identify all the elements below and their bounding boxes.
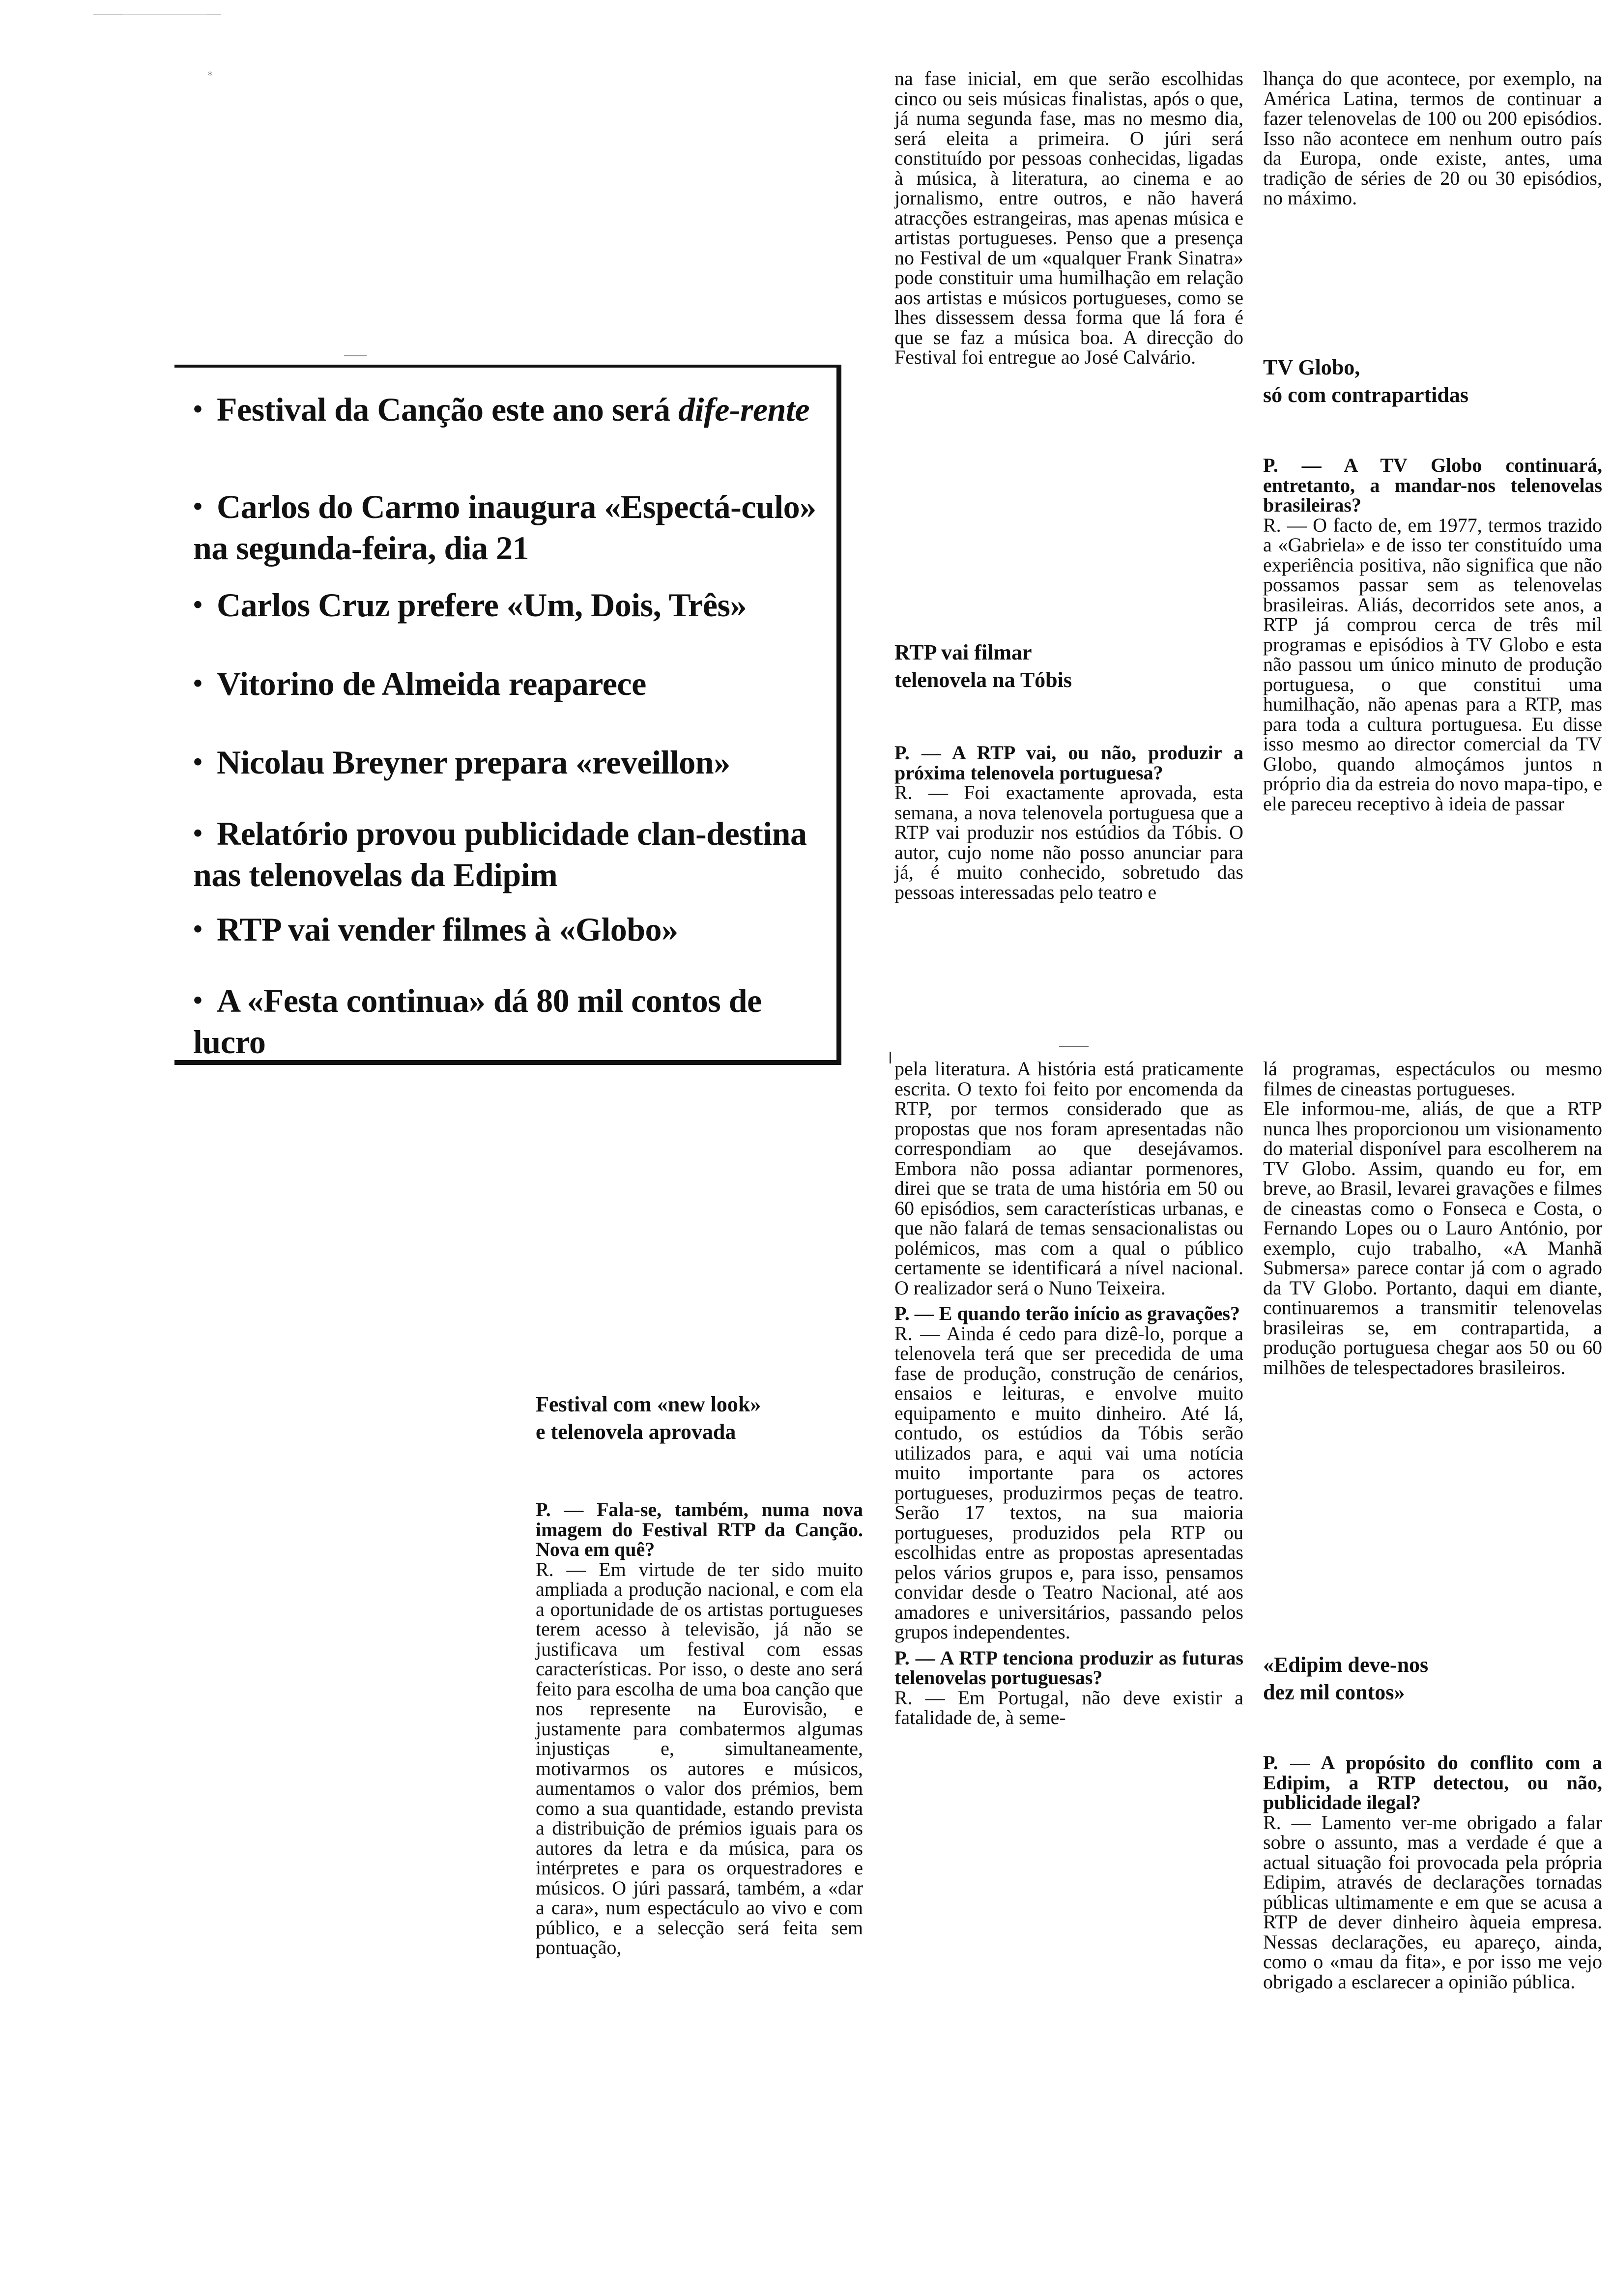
headline-item: • Festival da Canção este ano será dife-rente <box>193 388 817 430</box>
bullet-icon: • <box>193 985 202 1015</box>
headline-item: • Nicolau Breyner prepara «reveillon» <box>193 741 817 783</box>
answer: R. — O facto de, em 1977, termos trazido a «Gabriela» e de isso ter constituído uma experiência positiva, não significa que não possamos passar sem as telenovelas brasileiras. Aliás, decorridos sete anos, a RTP já comprou cerca de três mil programas e episódios à TV Globo e esta não passou um único minuto de produção portuguesa, o que constitui uma humilhação, não apenas para a RTP, mas para toda a cultura portuguesa. Eu disse isso mesmo ao director comercial da TV Globo, quando almoçámos juntos n próprio dia da estreia do novo mapa-tipo, e ele pareceu receptivo à ideia de passar <box>1263 514 1602 815</box>
question: P. — A propósito do conflito com a Edipim, a RTP detectou, ou não, publicidade ilegal? <box>1263 1751 1602 1813</box>
headline-item: • RTP vai vender filmes à «Globo» <box>193 908 817 950</box>
bullet-icon: • <box>193 914 202 944</box>
headline-item: • Carlos do Carmo inaugura «Espectá-culo» na segunda-feira, dia 21 <box>193 486 817 569</box>
column-edipim <box>1263 1747 1602 1992</box>
answer-continued: na fase inicial, em que serão escolhidas cinco ou seis músicas finalistas, após o que, já numa segunda fase, mas no mesmo dia, será eleita a primeira. O júri será constituído por pessoas conhecidas, ligadas à música, à literatura, ao cinema e ao jornalismo, entre outros, e não haverá atracções estrangeiras, mas apenas música e artistas portugueses. Penso que a presença no Festival de um «qualquer Frank Sinatra» pode constituir uma humilhação em relação aos artistas e músicos portugueses, como se lhes dissessem dessa forma que lá fora é que se faz a música boa. A direcção do Festival foi entregue ao José Calvário. <box>894 67 1243 368</box>
answer-continued: pela literatura. A história está praticamente escrita. O texto foi feito por encomenda da RTP, por termos considerado que as propostas que nos foram apresentadas não correspondiam ao que desejávamos. Embora não possa adiantar pormenores, direi que se trata de uma história em 50 ou 60 episódios, sem características urbanas, e que não falará de temas sensacionalistas ou polémicos, mas com a qual o público certamente se identificará a nível nacional. O realizador será o Nuno Teixeira. <box>894 1058 1243 1299</box>
scan-speck: * <box>207 69 213 81</box>
section-heading-edipim: «Edipim deve-nos dez mil contos» <box>1263 1653 1429 1704</box>
bullet-icon: • <box>193 818 202 848</box>
section-heading-festival: Festival com «new look» e telenovela aprovada <box>536 1392 761 1444</box>
headline-item: • A «Festa continua» dá 80 mil contos de lucro <box>193 979 817 1062</box>
answer: R. — Em virtude de ter sido muito ampliada a produção nacional, e com ela a oportunidade de os artistas portugueses terem acesso à televisão, já não se justificava um festival com essas características. Por isso, o deste ano será feito para escolha de uma boa canção que nos represente na Eurovisão, e justamente para combatermos algumas injustiças e, simultaneamente, motivarmos os autores e músicos, aumentamos o valor dos prémios, bem como a sua quantidade, estando prevista a distribuição de prémios iguais para os autores da letra e da música, para os intérpretes e para os orquestradores e músicos. O júri passará, também, a «dar a cara», num espectáculo ao vivo e com público, e a selecção será feita sem pontuação, <box>536 1558 863 1958</box>
bullet-icon: • <box>193 590 202 619</box>
bullet-icon: • <box>193 394 202 424</box>
bullet-icon: • <box>193 491 202 521</box>
question: P. — E quando terão início as gravações? <box>894 1302 1240 1324</box>
column-globo-bottom <box>1263 1059 1602 1378</box>
question: P. — Fala-se, também, numa nova imagem do Festival RTP da Canção. Nova em quê? <box>536 1498 863 1560</box>
bullet-icon: • <box>193 668 202 698</box>
answer-continued: lá programas, espectáculos ou mesmo filmes de cineastas portugueses. <box>1263 1058 1602 1100</box>
scan-artifact-line <box>123 14 206 15</box>
column-globo-top <box>1263 450 1602 814</box>
answer: R. — Em Portugal, não deve existir a fatalidade de, à seme- <box>894 1686 1243 1728</box>
column-rtp-top <box>894 737 1243 902</box>
column-middle-top <box>894 69 1243 368</box>
headline-box <box>174 365 841 1065</box>
section-heading-globo: TV Globo, só com contrapartidas <box>1263 355 1468 407</box>
answer-continued: lhança do que acontece, por exemplo, na América Latina, termos de continuar a fazer telenovelas de 100 ou 200 episódios. Isso não acontece em nenhum outro país da Europa, onde existe, antes, uma tradição de séries de 20 ou 30 episódios, no máximo. <box>1263 67 1602 209</box>
answer: R. — Ainda é cedo para dizê-lo, porque a telenovela terá que ser precedida de uma fase de produção, construção de cenários, ensaios e leituras, e envolve muito equipamento e muito dinheiro. Até lá, contudo, os estúdios da Tóbis serão utilizados para, e aqui vai uma notícia muito importante para os actores portugueses, produzirmos peças de teatro. Serão 17 textos, na sua maioria portugueses, produzidos pela RTP ou escolhidas entre as propostas apresentadas pelos vários grupos e, para isso, pensamos convidar desde o Teatro Nacional, até aos amadores e universitários, passando pelos grupos independentes. <box>894 1322 1243 1643</box>
question: P. — A TV Globo continuará, entretanto, a mandar-nos telenovelas brasileiras? <box>1263 454 1602 516</box>
bullet-icon: • <box>193 747 202 776</box>
question: P. — A RTP vai, ou não, produzir a próxima telenovela portuguesa? <box>894 742 1243 784</box>
answer-continued: Ele informou-me, aliás, de que a RTP nunca lhes proporcionou um visionamento do material disponível para escolherem na TV Globo. Assim, quando eu for, em breve, ao Brasil, levarei gravações e filmes de cineastas como o Fonseca e Costa, o Fernando Lopes ou o Lauro António, por exemplo, cujo trabalho, «A Manhã Submersa» parece contar já com o agrado da TV Globo. Portanto, daqui em diante, continuaremos a transmitir telenovelas brasileiras se, em contrapartida, a produção portuguesa chegar aos 50 ou 60 milhões de telespectadores brasileiros. <box>1263 1097 1602 1378</box>
headline-item: • Carlos Cruz prefere «Um, Dois, Três» <box>193 584 817 626</box>
answer: R. — Lamento ver-me obrigado a falar sobre o assunto, mas a verdade é que a actual situação foi provocada pela própria Edipim, através de declarações tornadas públicas ultimamente e em que se acusa a RTP de dever dinheiro àqueia empresa. Nessas declarações, eu apareço, ainda, como o «mau da fita», e por isso me vejo obrigado a esclarecer a opinião pública. <box>1263 1811 1602 1993</box>
column-right-top <box>1263 69 1602 208</box>
question: P. — A RTP tenciona produzir as futuras telenovelas portuguesas? <box>894 1646 1243 1689</box>
column-festival <box>536 1494 863 1958</box>
box-top-mark <box>344 355 367 356</box>
section-heading-rtp: RTP vai filmar telenovela na Tóbis <box>894 640 1072 692</box>
headline-item: • Relatório provou publicidade clan-destina nas telenovelas da Edipim <box>193 812 817 895</box>
column-tick-mark <box>890 1052 891 1063</box>
divider-dash <box>1059 1046 1089 1047</box>
column-rtp-bottom <box>894 1059 1243 1728</box>
answer: R. — Foi exactamente aprovada, esta semana, a nova telenovela portuguesa que a RTP vai produzir nos estúdios da Tóbis. O autor, cujo nome não posso anunciar para já, é muito conhecido, sobretudo das pessoas interessadas pelo teatro e <box>894 781 1243 903</box>
headline-item: • Vitorino de Almeida reaparece <box>193 662 817 704</box>
